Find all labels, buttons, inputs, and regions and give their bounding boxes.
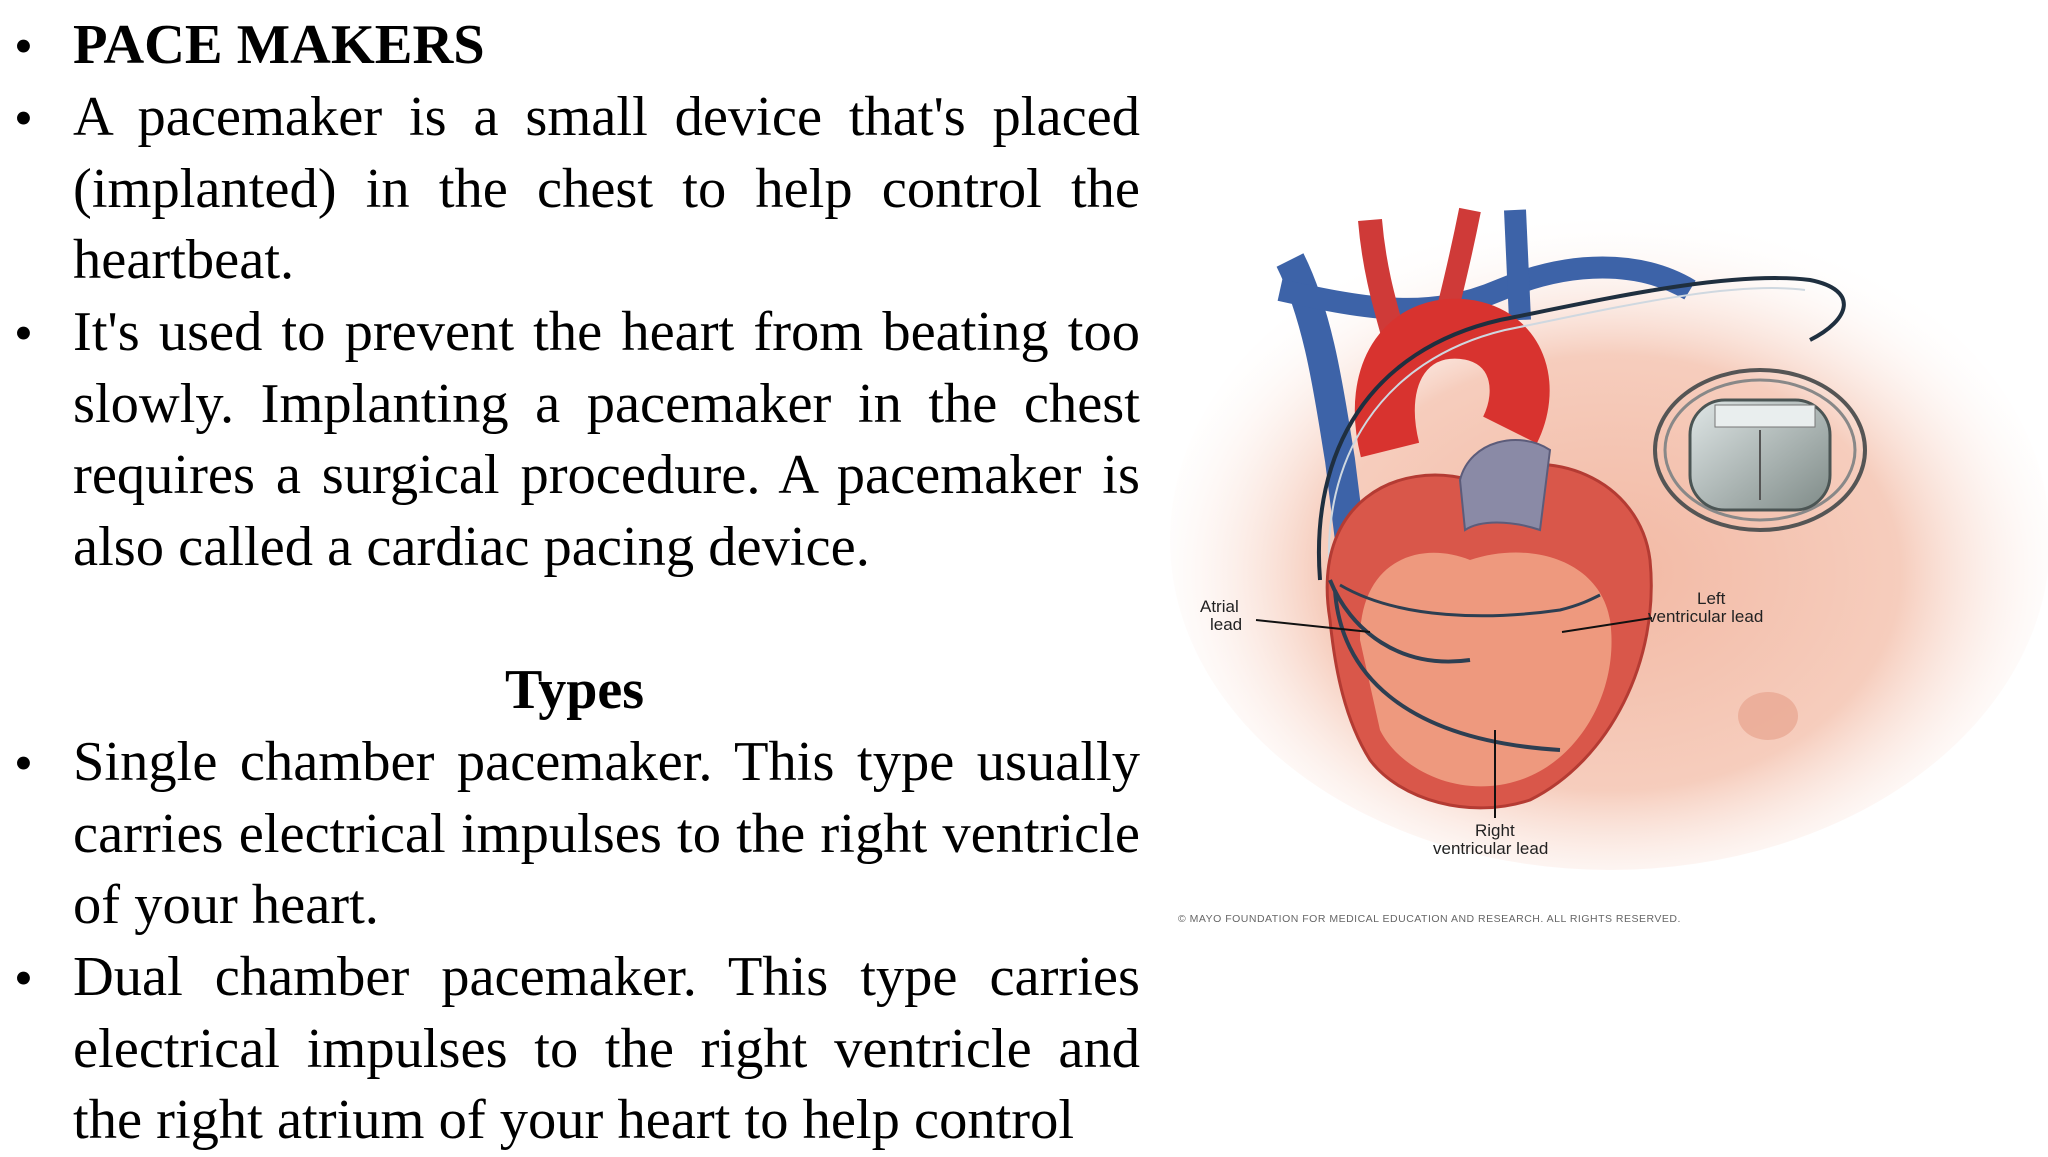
intro-paragraph-2: It's used to prevent the heart from beating too slowly. Implanting a pacemaker in the chest requires a surgical procedure. A pacemaker is also called a cardiac pacing device. (73, 301, 1140, 578)
label-atrial-line2: lead (1210, 615, 1243, 634)
type-dual-chamber: Dual chamber pacemaker. This type carries electrical impulses to the right ventricle and the right atrium of your heart to help control (73, 946, 1140, 1151)
vein (1515, 210, 1520, 320)
label-right-line2: ventricular lead (1433, 839, 1549, 858)
bullet: • (14, 733, 33, 793)
bullet: • (14, 16, 33, 76)
heart-pacemaker-diagram (1170, 200, 2048, 960)
pacemaker-illustration (1170, 200, 2048, 960)
label-right-line1: Right (1475, 821, 1515, 840)
bullet: • (14, 88, 33, 148)
label-left-line1: Left (1697, 589, 1726, 608)
intro-paragraph-1: A pacemaker is a small device that's placed (implanted) in the chest to help control the heartbeat. (73, 86, 1140, 291)
slide-heading: PACE MAKERS (73, 14, 485, 76)
types-heading: Types (505, 659, 644, 721)
label-atrial-line1: Atrial (1200, 597, 1239, 616)
bullet: • (14, 948, 33, 1008)
bullet: • (14, 303, 33, 363)
nipple (1738, 692, 1798, 740)
label-left-line2: ventricular lead (1648, 607, 1764, 626)
type-single-chamber: Single chamber pacemaker. This type usually carries electrical impulses to the right ventricle of your heart. (73, 731, 1140, 936)
copyright-notice: © MAYO FOUNDATION FOR MEDICAL EDUCATION AND RESEARCH. ALL RIGHTS RESERVED. (1178, 913, 1681, 925)
